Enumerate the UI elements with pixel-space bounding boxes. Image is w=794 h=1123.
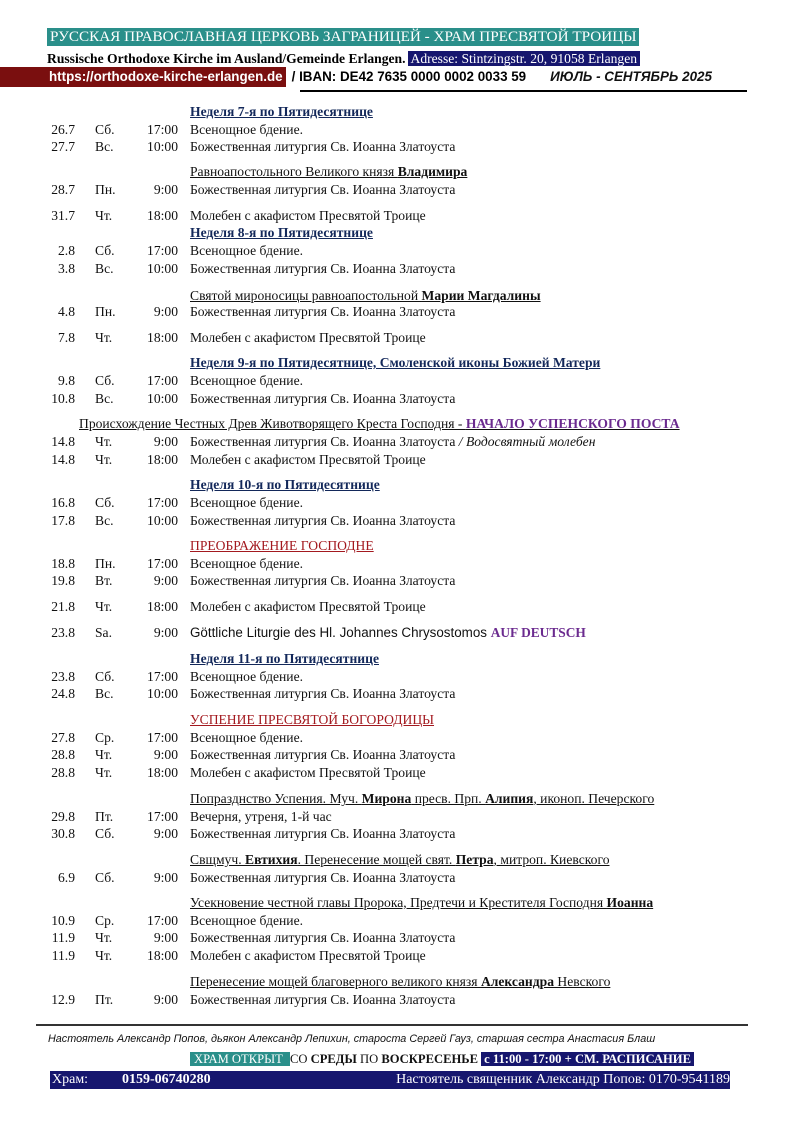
service-time: 18:00 [147,208,178,223]
service-row [0,685,794,703]
service-row [0,372,794,390]
service-text: Божественная литургия Св. Иоанна Златоуста [190,870,456,885]
service-date: 10.9 [51,913,75,928]
service-time: 9:00 [153,747,178,762]
service-date: 6.9 [58,870,75,885]
service-time: 9:00 [153,992,178,1007]
service-time: 17:00 [147,243,178,258]
service-row [0,572,794,590]
service-text: Божественная литургия Св. Иоанна Златоуста [190,261,456,276]
service-time: 10:00 [147,391,178,406]
service-row [0,494,794,512]
service-weekday: Ср. [95,730,115,745]
service-weekday: Sa. [95,625,112,640]
service-weekday: Сб. [95,243,115,258]
service-date: 19.8 [51,573,75,588]
service-date: 31.7 [51,208,75,223]
footer-divider [36,1024,748,1026]
service-row [0,929,794,947]
service-date: 27.8 [51,730,75,745]
service-description [190,685,455,703]
service-date: 9.8 [58,373,75,388]
service-weekday: Чт. [95,599,113,614]
service-text: Молебен с акафистом Пресвятой Троице [190,452,426,467]
service-text: Божественная литургия Св. Иоанна Златоуста [190,573,456,588]
service-time: 9:00 [153,870,178,885]
header-title: РУССКАЯ ПРАВОСЛАВНАЯ ЦЕРКОВЬ ЗАГРАНИЦЕЙ - ХРАМ ПРЕСВЯТОЙ ТРОИЦЫ [47,28,639,46]
service-date: 3.8 [58,261,75,276]
service-description [190,372,303,390]
open-to: ВОСКРЕСЕНЬЕ [381,1052,479,1066]
service-text: Божественная литургия Св. Иоанна Златоуста [190,826,456,841]
service-weekday: Вс. [95,391,114,406]
service-row [0,207,794,225]
service-weekday: Пн. [95,304,116,319]
service-time: 17:00 [147,809,178,824]
service-description [190,912,303,930]
service-text: Божественная литургия Св. Иоанна Златоуста [190,304,456,319]
feast-heading-part: Александра [480,974,554,989]
feast-heading-part: Неделя 7-я по Пятидесятнице [190,104,373,119]
feast-heading [190,163,467,181]
service-text: Молебен с акафистом Пресвятой Троице [190,948,426,963]
service-description [190,242,303,260]
service-weekday: Чт. [95,948,113,963]
service-text: Божественная литургия Св. Иоанна Златоуста [190,992,456,1007]
service-text: Божественная литургия Св. Иоанна Златоуста [190,686,456,701]
service-time: 17:00 [147,495,178,510]
service-text: Всенощное бдение. [190,495,304,510]
service-row [0,624,794,642]
service-date: 28.7 [51,182,75,197]
open-tag: ХРАМ ОТКРЫТ [190,1052,290,1066]
feast-heading-part: Равноапостольного Великого князя [190,164,398,179]
service-weekday: Пт. [95,809,114,824]
service-description [190,668,303,686]
service-text: Божественная литургия Св. Иоанна Златоуста [190,930,456,945]
service-row [0,260,794,278]
service-text: Всенощное бдение. [190,556,304,571]
service-description [190,764,426,782]
priest-contact: Настоятель священник Александр Попов: 0170-9541189 [396,1072,730,1087]
service-row [0,181,794,199]
service-weekday: Сб. [95,826,115,841]
service-description [190,929,455,947]
feast-heading-part: Невского [554,974,611,989]
service-row [0,451,794,469]
service-date: 14.8 [51,434,75,449]
service-date: 21.8 [51,599,75,614]
feast-heading [79,415,680,433]
feast-heading [190,476,380,494]
service-weekday: Вс. [95,686,114,701]
service-time: 17:00 [147,373,178,388]
service-row [0,764,794,782]
service-row [0,808,794,826]
service-description [190,207,426,225]
service-time: 18:00 [147,330,178,345]
open-co: СО [289,1052,311,1066]
feast-heading-part: , митроп. Киевского [493,852,610,867]
service-date: 28.8 [51,747,75,762]
feast-heading [190,711,434,729]
service-time: 9:00 [153,573,178,588]
service-time: 9:00 [153,182,178,197]
service-date: 30.8 [51,826,75,841]
service-date: 26.7 [51,122,75,137]
feast-heading-part: Свщмуч. [190,852,245,867]
service-text: Молебен с акафистом Пресвятой Троице [190,208,426,223]
feast-heading-part: НАЧАЛО УСПЕНСКОГО ПОСТА [465,416,680,431]
service-description [190,303,455,321]
feast-heading-part: Марии Магдалины [421,288,541,303]
service-row [0,869,794,887]
service-row [0,825,794,843]
service-description [190,572,455,590]
service-time: 9:00 [153,930,178,945]
service-time: 18:00 [147,948,178,963]
feast-heading-part: ПРЕОБРАЖЕНИЕ ГОСПОДНЕ [190,538,374,553]
service-time: 10:00 [147,686,178,701]
service-row [0,433,794,451]
service-time: 18:00 [147,599,178,614]
service-description [190,181,455,199]
service-weekday: Сб. [95,495,115,510]
service-weekday: Пт. [95,992,114,1007]
service-row [0,242,794,260]
service-weekday: Чт. [95,747,113,762]
service-text: Молебен с акафистом Пресвятой Троице [190,765,426,780]
service-row [0,390,794,408]
open-from: СРЕДЫ [310,1052,357,1066]
service-description [190,390,455,408]
service-text: Божественная литургия Св. Иоанна Златоуста [190,139,456,154]
service-time: 9:00 [153,625,178,640]
feast-heading [190,894,653,912]
feast-heading-part: Усекновение честной главы Пророка, Предтечи и Крестителя Господня [190,895,607,910]
feast-heading-part: Петра [455,852,494,867]
service-description [190,451,426,469]
service-text: Всенощное бдение. [190,669,304,684]
open-po: ПО [356,1052,382,1066]
service-text: Всенощное бдение. [190,913,304,928]
service-time: 17:00 [147,913,178,928]
service-time: 10:00 [147,139,178,154]
service-row [0,555,794,573]
service-date: 28.8 [51,765,75,780]
service-description [190,808,332,826]
feast-heading-part: , иконоп. Печерского [533,791,655,806]
service-time: 9:00 [153,304,178,319]
service-row [0,668,794,686]
service-weekday: Вт. [95,573,113,588]
service-text: Божественная литургия Св. Иоанна Златоуста [190,391,456,406]
service-description [190,869,455,887]
service-time: 9:00 [153,434,178,449]
service-weekday: Сб. [95,373,115,388]
footer-contact [50,1071,730,1089]
church-phone: 0159-06740280 [122,1072,211,1087]
service-row [0,512,794,530]
service-row [0,303,794,321]
service-language-tag: AUF DEUTSCH [490,625,586,640]
feast-heading-part: Иоанна [606,895,654,910]
service-description [190,598,426,616]
service-time: 17:00 [147,669,178,684]
service-date: 27.7 [51,139,75,154]
feast-heading-part: Неделя 8-я по Пятидесятнице [190,225,373,240]
feast-heading-part: Попразднство Успения. Муч. [190,791,362,806]
service-time: 17:00 [147,730,178,745]
service-text: Всенощное бдение. [190,373,304,388]
service-text: Всенощное бдение. [190,730,304,745]
service-weekday: Сб. [95,870,115,885]
service-row [0,598,794,616]
service-time: 10:00 [147,261,178,276]
service-text: Божественная литургия Св. Иоанна Златоуста [190,434,456,449]
service-time: 18:00 [147,452,178,467]
feast-heading-part: Святой мироносицы равноапостольной [190,288,422,303]
feast-heading [190,851,610,869]
service-date: 29.8 [51,809,75,824]
feast-heading-part: Перенесение мощей благоверного великого князя [190,974,481,989]
service-description [190,494,303,512]
feast-heading [190,103,373,121]
service-weekday: Вс. [95,513,114,528]
service-text: Божественная литургия Св. Иоанна Златоуста [190,182,456,197]
header-address: Adresse: Stintzingstr. 20, 91058 Erlangen [408,51,641,66]
service-description [190,138,455,156]
service-row [0,729,794,747]
service-text: Божественная литургия Св. Иоанна Златоуста [190,513,456,528]
service-weekday: Чт. [95,434,113,449]
service-date: 4.8 [58,304,75,319]
service-weekday: Чт. [95,930,113,945]
service-description [190,729,303,747]
service-description [190,624,586,642]
feast-heading-part: Неделя 9-я по Пятидесятнице, Смоленской иконы Божией Матери [190,355,601,370]
feast-heading [190,790,654,808]
iban-text: / IBAN: DE42 7635 0000 0002 0033 59 [291,69,527,84]
service-date: 2.8 [58,243,75,258]
service-text: Молебен с акафистом Пресвятой Троице [190,330,426,345]
service-time: 17:00 [147,122,178,137]
service-description [190,512,455,530]
service-time: 10:00 [147,513,178,528]
service-weekday: Сб. [95,122,115,137]
feast-heading-part: УСПЕНИЕ ПРЕСВЯТОЙ БОГОРОДИЦЫ [190,712,435,727]
feast-heading-part: . Перенесение мощей свят. [297,852,456,867]
service-date: 14.8 [51,452,75,467]
service-description [190,947,426,965]
service-weekday: Сб. [95,669,115,684]
service-description [190,260,455,278]
service-text: Всенощное бдение. [190,243,304,258]
feast-heading [190,973,610,991]
feast-heading-part: Владимира [397,164,468,179]
service-row [0,991,794,1009]
service-date: 17.8 [51,513,75,528]
feast-heading-part: пресв. Прп. [411,791,486,806]
service-text: Молебен с акафистом Пресвятой Троице [190,599,426,614]
open-hours: с 11:00 - 17:00 + СМ. РАСПИСАНИЕ [481,1052,694,1066]
service-time: 9:00 [153,826,178,841]
feast-heading-part: Происхождение Честных Древ Животворящего Креста Господня - [79,416,466,431]
service-date: 23.8 [51,669,75,684]
feast-heading [190,354,600,372]
service-date: 11.9 [51,930,75,945]
service-row [0,746,794,764]
service-description [190,433,595,451]
service-text: Вечерня, утреня, 1-й час [190,809,332,824]
service-weekday: Пн. [95,556,116,571]
service-row [0,121,794,139]
service-date: 24.8 [51,686,75,701]
service-weekday: Чт. [95,452,113,467]
feast-heading-part: Евтихия [245,852,298,867]
service-date: 12.9 [51,992,75,1007]
service-text: Божественная литургия Св. Иоанна Златоуста [190,747,456,762]
service-description [190,825,455,843]
service-date: 11.9 [51,948,75,963]
service-weekday: Чт. [95,208,113,223]
service-description [190,555,303,573]
service-weekday: Чт. [95,330,113,345]
feast-heading [190,537,374,555]
service-date: 16.8 [51,495,75,510]
service-weekday: Пн. [95,182,116,197]
service-description [190,991,455,1009]
schedule-period: ИЮЛЬ - СЕНТЯБРЬ 2025 [550,69,712,84]
opening-hours [190,1051,694,1067]
service-row [0,138,794,156]
service-date: 23.8 [51,625,75,640]
service-description [190,746,455,764]
service-note: / Водосвятный молебен [455,434,596,449]
website-link[interactable]: https://orthodoxe-kirche-erlangen.de [0,67,286,87]
footer-clergy: Настоятель Александр Попов, дьякон Александр Лепихин, староста Сергей Гауз, старшая сестра Анастасия Блаш [48,1033,656,1045]
service-date: 10.8 [51,391,75,406]
feast-heading-part: Мирона [361,791,412,806]
service-weekday: Вс. [95,139,114,154]
service-row [0,947,794,965]
service-time: 17:00 [147,556,178,571]
service-weekday: Чт. [95,765,113,780]
header-org: Russische Orthodoxe Kirche im Ausland/Gemeinde Erlangen. [47,51,406,66]
church-label: Храм: [52,1072,89,1087]
service-description [190,329,426,347]
service-text: Всенощное бдение. [190,122,304,137]
service-date: 18.8 [51,556,75,571]
feast-heading-part: Неделя 11-я по Пятидесятнице [190,651,379,666]
feast-heading-part: Алипия [485,791,534,806]
service-description [190,121,303,139]
service-date: 7.8 [58,330,75,345]
service-row [0,329,794,347]
feast-heading [190,650,379,668]
service-weekday: Вс. [95,261,114,276]
service-text: Göttliche Liturgie des Hl. Johannes Chrysostomos [190,625,491,640]
feast-heading-part: Неделя 10-я по Пятидесятнице [190,477,380,492]
service-weekday: Ср. [95,913,115,928]
service-row [0,912,794,930]
feast-heading [190,224,373,242]
service-time: 18:00 [147,765,178,780]
